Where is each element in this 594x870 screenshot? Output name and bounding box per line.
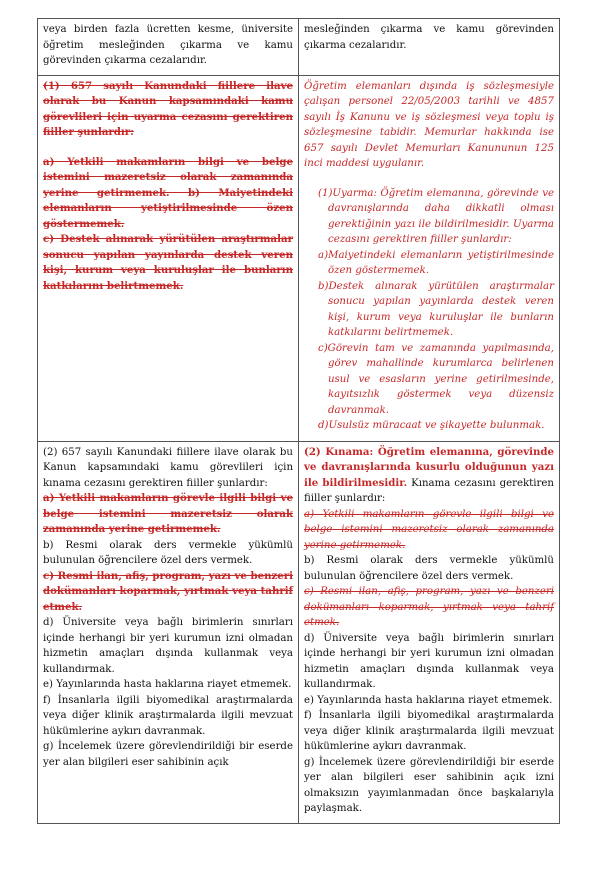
added-item-d: d)Usulsüz müracaat ve şikayette bulunmak. bbox=[318, 420, 545, 431]
item-e: e) Yayınlarında hasta haklarına riayet etmemek. bbox=[304, 694, 553, 706]
added-paragraph: Öğretim elemanları dışında iş sözleşmesiyle çalışan personel 22/05/2003 tarihli ve 4857 sayılı İş Kanunu ve iş sözleşmesi veya toplu iş sözleşmesine tabidir. Memurlar hakkında ise 657 sayılı Devlet Memurları Kanununun 125 inci maddesi uygulanır. bbox=[304, 80, 554, 169]
paragraph-text: Kınama cezasını gerektiren fiiller şunlardır: bbox=[304, 477, 554, 504]
item-g: g) İncelemek üzere görevlendirildiği bir eserde yer alan bilgileri eser sahibinin açık bbox=[43, 741, 293, 768]
deleted-item-a: a) Yetkili makamların bilgi ve belge istemini mazeretsiz olarak zamanında yerine getirmemek. b) Maiyetindeki elemanların yetiştirilmesinde özen göstermemek. bbox=[43, 155, 293, 230]
item-e: e) Yayınlarında hasta haklarına riayet etmemek. bbox=[43, 679, 292, 690]
item-b: b) Resmi olarak ders vermekle yükümlü bulunulan öğrencilere özel ders vermek. bbox=[43, 539, 293, 566]
comparison-table bbox=[37, 18, 560, 824]
deleted-item-c: c) Resmi ilan, afiş, program, yazı ve benzeri dokümanları koparmak, yırtmak veya tahrif etmek. bbox=[43, 569, 293, 613]
item-g: g) İncelemek üzere görevlendirildiği bir eserde yer alan bilgileri eser sahibinin açık izni olmaksızın yayımlanmadan önce başkalarıyla paylaşmak. bbox=[304, 756, 554, 814]
item-f: f) İnsanlarla ilgili biyomedikal araştırmalarda veya diğer klinik araştırmalarda ilgili mevzuat hükümlerine aykırı davranmak. bbox=[43, 694, 293, 737]
deleted-item-c: c) Destek alınarak yürütülen araştırmalar sonucu yapılan yayınlarda destek veren kişi, kurum veya kuruluşlar ile bunların katkılarını belirtmemek. bbox=[43, 233, 293, 292]
added-item-b: b)Destek alınarak yürütülen araştırmalar sonucu yapılan yayınlarda destek veren kişi, kurum veya kuruluşlar ile bunların katkılarını belirtmemek. bbox=[318, 280, 554, 338]
added-item-c: c)Görevin tam ve zamanında yapılmasında, görev mahallinde kurumlarca belirlenen usul ve esasların yerine getirilmesinde, kayıtsızlık göstermek veya düzensiz davranmak. bbox=[318, 342, 554, 416]
added-text: (2) Kınama: Öğretim elemanına, görevinde ve davranışlarında kusurlu olduğunun yazı ile bildirilmesidir. bbox=[304, 445, 554, 489]
new-text-cell bbox=[299, 19, 560, 76]
new-text-cell bbox=[299, 75, 560, 441]
item-d: d) Üniversite veya bağlı birimlerin sınırları içinde herhangi bir yeri kurumun izni olmadan hizmetin amaçları dışında kullanmak veya kullandırmak. bbox=[304, 632, 554, 690]
kinama-paragraph bbox=[304, 445, 554, 507]
deleted-item-a: a) Yetkili makamların görevle ilgili bilgi ve belge istemini mazeretsiz olarak zamanında yerine getirmemek. bbox=[43, 492, 293, 535]
deleted-item-a: a) Yetkili makamların görevle ilgili bilgi ve belge istemini mazeretsiz olarak zamanında yerine getirmemek. bbox=[304, 508, 554, 551]
old-text-cell bbox=[38, 19, 299, 76]
old-text-cell bbox=[38, 75, 299, 441]
paragraph: (2) 657 sayılı Kanundaki fiillere ilave olarak bu Kanun kapsamındaki kamu görevlileri için kınama cezasını gerektiren fiiller şunlardır: bbox=[43, 446, 293, 489]
added-item-uyarma: (1)Uyarma: Öğretim elemanına, görevinde ve davranışlarında daha dikkatli olması gerektiğinin yazı ile bildirilmesidir. Uyarma cezasını gerektiren fiiller şunlardır: bbox=[318, 187, 554, 245]
table-row bbox=[38, 441, 560, 823]
item-f: f) İnsanlarla ilgili biyomedikal araştırmalarda veya diğer klinik araştırmalarda ilgili mevzuat hükümlerine aykırı davranmak. bbox=[304, 710, 554, 752]
old-text-cell bbox=[38, 441, 299, 823]
new-text-cell bbox=[299, 441, 560, 823]
deleted-paragraph: (1) 657 sayılı Kanundaki fiillere ilave olarak bu Kanun kapsamındaki kamu görevlileri için uyarma cezasını gerektiren fiiller şunlardır: bbox=[43, 79, 293, 138]
item-d: d) Üniversite veya bağlı birimlerin sınırları içinde herhangi bir yeri kurumun izni olmadan hizmetin amaçları dışında kullanmak veya kullandırmak. bbox=[43, 617, 293, 675]
table-row bbox=[38, 75, 560, 441]
item-b: b) Resmi olarak ders vermekle yükümlü bulunulan öğrencilere özel ders vermek. bbox=[304, 555, 554, 582]
deleted-item-c: c) Resmi ilan, afiş, program, yazı ve benzeri dokümanları koparmak, yırtmak veya tahrif etmek. bbox=[304, 586, 554, 628]
paragraph: mesleğinden çıkarma ve kamu görevinden çıkarma cezalarıdır. bbox=[304, 24, 554, 51]
added-item-a: a)Maiyetindeki elemanların yetiştirilmesinde özen göstermemek. bbox=[318, 249, 554, 276]
paragraph: veya birden fazla ücretten kesme, üniversite öğretim mesleğinden çıkarma ve kamu görevinden çıkarma cezalarıdır. bbox=[43, 24, 293, 66]
table-row bbox=[38, 19, 560, 76]
